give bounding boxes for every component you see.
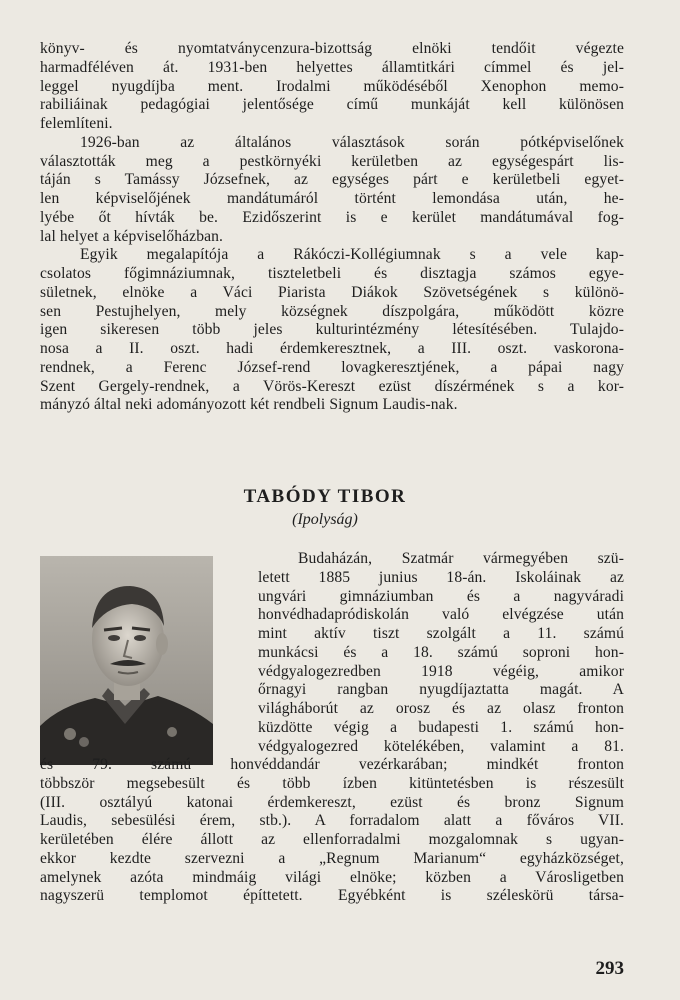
text-line: (III. osztályú katonai érdemkereszt, ezüst és bronz Signum xyxy=(40,793,624,811)
text-line: lyébe őt hívták be. Ezidőszerint is e kerület mandátumával fog- xyxy=(40,208,624,226)
text-line: csolatos főgimnáziumnak, tiszteletbeli és disztagja számos egye- xyxy=(40,265,624,282)
text-line: rendnek, a Ferenc József-rend lovagkeresztjének, a pápai nagy xyxy=(40,358,624,376)
text-line: munkácsi és a 18. számú soproni hon- xyxy=(258,643,624,661)
text-line: világháborút az orosz és az olasz fronton xyxy=(258,700,624,717)
text-line: választották meg a pestkörnyéki kerületben az egységespárt lis- xyxy=(40,152,624,170)
text-line: őrnagyi rangban nyugdíjaztatta magát. A xyxy=(258,681,624,699)
entry-name-heading: TABÓDY TIBOR xyxy=(243,486,407,507)
text-line: nagyszerü templomot építtetett. Egyébként is széleskörü társa- xyxy=(40,887,624,905)
text-line: kerületében élére állott az ellenforradalmi mozgalomnak s ugyan- xyxy=(40,831,624,848)
text-line: letett 1885 junius 18-án. Iskoláinak az xyxy=(258,568,624,586)
text-line: harmadféléven át. 1931-ben helyettes államtitkári címmel és jel- xyxy=(40,58,624,76)
text-line: táján s Tamássy Józsefnek, az egységes párt e kerületbeli egyet- xyxy=(40,171,624,189)
text-line: igen sikeresen több jeles kulturintézmény létesítésében. Tulajdo- xyxy=(40,321,624,339)
text-line: és 79. számú honvéddandár vezérkarában; mindkét fronton xyxy=(40,756,624,773)
text-line: lal helyet a képviselőházban. xyxy=(40,227,224,245)
top-text-block xyxy=(40,40,624,415)
text-line: sületnek, elnöke a Váci Piarista Diákok Szövetségének s különö- xyxy=(40,283,624,301)
text-line: többször megsebesült és több ízben kitüntetésben is részesült xyxy=(40,774,624,792)
bio-right-column xyxy=(258,550,624,756)
text-line: Szent Gergely-rendnek, a Vörös-Kereszt ezüst díszérmének s a kor- xyxy=(40,377,624,395)
text-line: Laudis, sebesülési érem, stb.). A forradalom alatt a főváros VII. xyxy=(40,812,624,830)
text-line: sen Pestujhelyen, mely községnek díszpolgára, működött közre xyxy=(40,302,624,320)
text-line: honvédhadapródiskolán való elvégzése után xyxy=(258,606,624,624)
text-line: Egyik megalapítója a Rákóczi-Kollégiumnak s a vele kap- xyxy=(80,246,624,264)
text-line: védgyalogezred kötelékében, valamint a 81. xyxy=(258,737,624,755)
text-line: Budaházán, Szatmár vármegyében szü- xyxy=(298,550,624,567)
text-line: küzdötte végig a budapesti 1. számú hon- xyxy=(258,718,624,736)
bio-full-width xyxy=(40,756,624,906)
text-line: felemlíteni. xyxy=(40,115,113,132)
text-line: mányzó által neki adományozott két rendbeli Signum Laudis-nak. xyxy=(40,396,458,414)
text-line: mint aktív tiszt szolgált a 11. számú xyxy=(258,625,624,642)
text-line: amelynek azóta mindmáig világi elnöke; közben a Városligetben xyxy=(40,868,624,886)
text-line: könyv- és nyomtatványcenzura-bizottság elnöki tendőit végezte xyxy=(40,40,624,57)
text-line: 1926-ban az általános választások során pótképviselőnek xyxy=(80,133,624,151)
text-line: védgyalogezredben 1918 végéig, amikor xyxy=(258,662,624,680)
text-line: rabiliáinak pedagógiai jelentősége című munkáját kell különösen xyxy=(40,96,624,114)
text-line: len képviselőjének mandátumáról történt lemondása után, he- xyxy=(40,190,624,207)
text-line: ekkor kezdte szervezni a „Regnum Marianum“ egyházközséget, xyxy=(40,849,624,867)
text-line: leggel nyugdíjba ment. Irodalmi működéséből Xenophon memo- xyxy=(40,77,624,95)
page-number: 293 xyxy=(595,958,624,979)
portrait-photo xyxy=(40,556,213,765)
entry-district: (Ipolyság) xyxy=(292,511,358,528)
text-line: nosa a II. oszt. hadi érdemkeresztnek, a III. oszt. vaskorona- xyxy=(40,340,624,357)
text-line: ungvári gimnáziumban és a nagyváradi xyxy=(258,587,624,605)
